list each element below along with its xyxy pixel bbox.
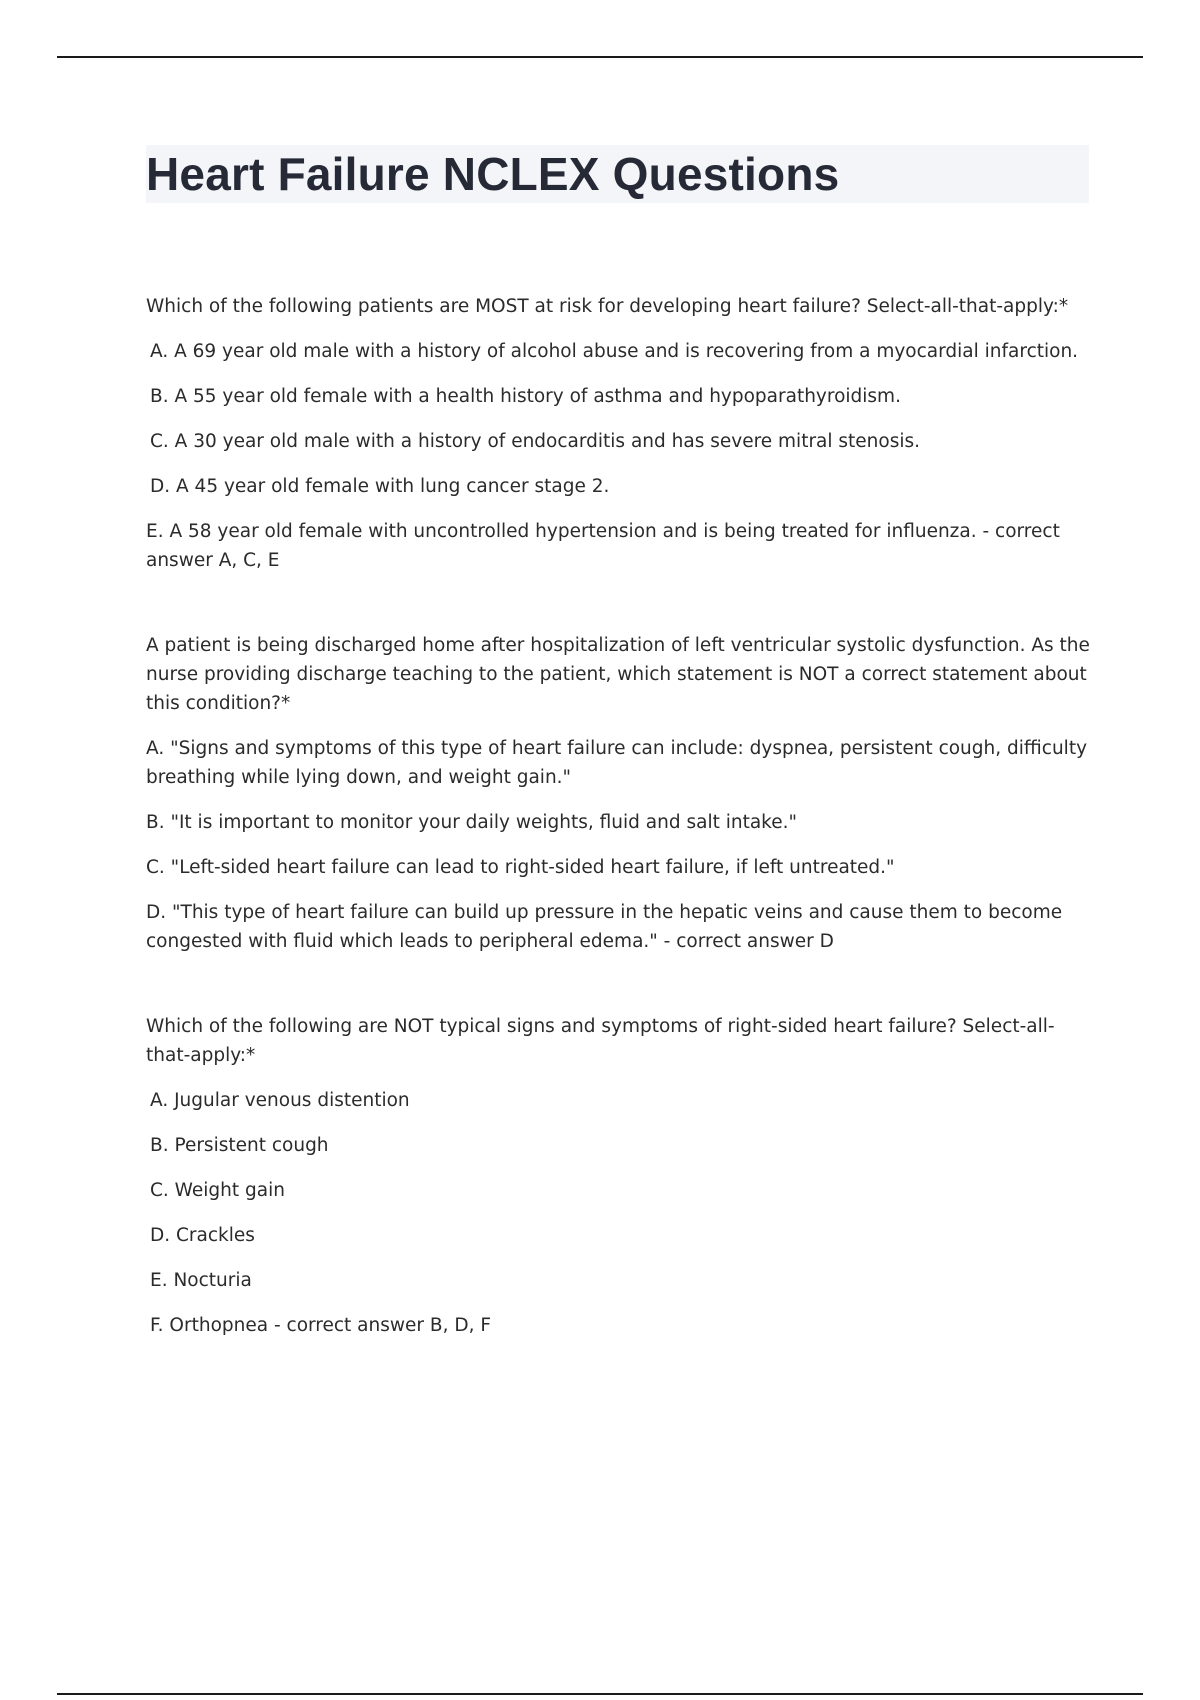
question-2-option-c: C. "Left-sided heart failure can lead to right-sided heart failure, if left untreated." (146, 857, 895, 878)
question-1-prompt: Which of the following patients are MOST at risk for developing heart failure? Select-all-that-apply:* (146, 296, 1069, 317)
question-3-option-c: C. Weight gain (150, 1180, 285, 1201)
question-3-option-e: E. Nocturia (150, 1270, 252, 1291)
bottom-divider (57, 1693, 1143, 1695)
question-3-option-a: A. Jugular venous distention (150, 1090, 410, 1111)
page-title: Heart Failure NCLEX Questions (146, 148, 840, 200)
question-3-option-f: F. Orthopnea - correct answer B, D, F (150, 1315, 491, 1336)
question-1-option-e: E. A 58 year old female with uncontrolled hypertension and is being treated for influenza. - correct answer A, C, E (146, 521, 1060, 571)
question-2-option-d: D. "This type of heart failure can build up pressure in the hepatic veins and cause them to become congested with fluid which leads to peripheral edema." - correct answer D (146, 902, 1063, 952)
question-2 (146, 631, 1092, 956)
question-list (146, 292, 1092, 1396)
question-3-prompt: Which of the following are NOT typical signs and symptoms of right-sided heart failure? Select-all-that-apply:* (146, 1016, 1055, 1066)
question-3-option-d: D. Crackles (150, 1225, 255, 1246)
question-3-option-b: B. Persistent cough (150, 1135, 329, 1156)
question-1-option-c: C. A 30 year old male with a history of endocarditis and has severe mitral stenosis. (150, 431, 921, 452)
question-1 (146, 292, 1092, 575)
question-2-option-a: A. "Signs and symptoms of this type of heart failure can include: dyspnea, persistent cough, difficulty breathing while lying down, and weight gain." (146, 738, 1088, 788)
question-1-option-a: A. A 69 year old male with a history of alcohol abuse and is recovering from a myocardial infarction. (150, 341, 1079, 362)
top-divider (57, 56, 1143, 58)
question-3 (146, 1012, 1092, 1340)
question-2-prompt: A patient is being discharged home after hospitalization of left ventricular systolic dysfunction. As the nurse providing discharge teaching to the patient, which statement is NOT a correct statement about this condition?* (146, 635, 1090, 714)
question-2-option-b: B. "It is important to monitor your daily weights, fluid and salt intake." (146, 812, 798, 833)
question-1-option-d: D. A 45 year old female with lung cancer stage 2. (150, 476, 610, 497)
question-1-option-b: B. A 55 year old female with a health history of asthma and hypoparathyroidism. (150, 386, 901, 407)
